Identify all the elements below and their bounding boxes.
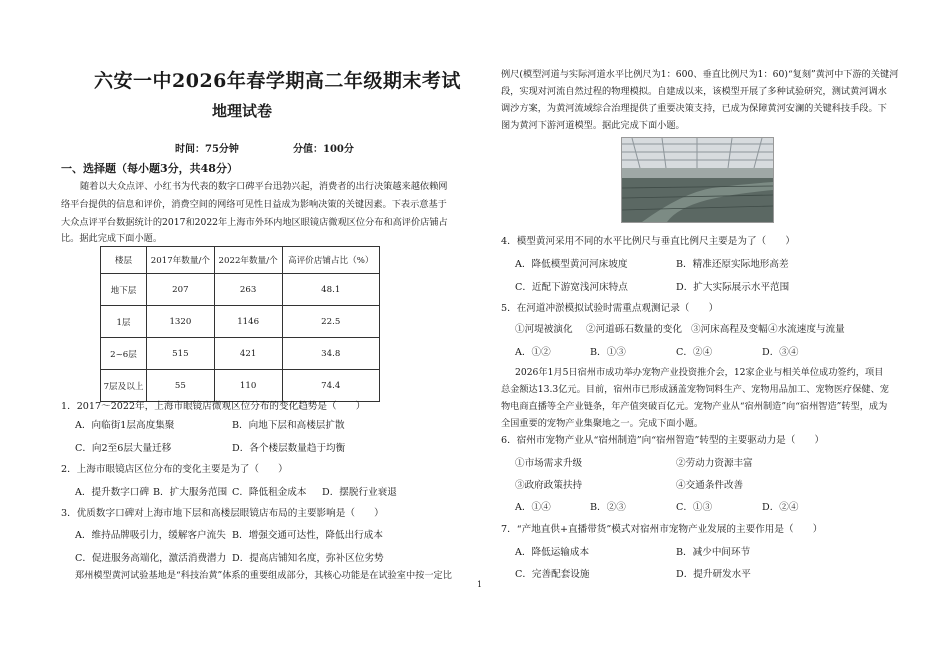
river-model-illustration — [622, 138, 773, 222]
q7-option-d: D．提升研发水平 — [676, 569, 751, 580]
passage1-line: 随着以大众点评、小红书为代表的数字口碑平台迅勃兴起，消费者的出行决策越来越依赖网 — [80, 181, 448, 192]
question-5-stem: 5．在河道冲淤模拟试验时需重点观测记录（ ） — [501, 303, 719, 314]
table-row — [101, 306, 380, 338]
q5-item-4: ④水流速度与流量 — [768, 324, 845, 335]
q5-option-b: B．①③ — [590, 347, 626, 358]
q2-option-c: C．降低租金成本 — [232, 487, 307, 498]
q1-option-c: C．向2至6层大量迁移 — [75, 443, 172, 454]
q7-option-b: B．减少中间环节 — [676, 547, 751, 558]
passage2-line: 例尺(模型河道与实际河道水平比例尺为1：600、垂直比例尺为1：60)“复刻”黄河中下游的关键河 — [501, 69, 899, 80]
passage2-line: 调沙方案，为黄河流域综合治理提供了重要决策支持，已成为保障黄河安澜的关键科技手段。下 — [501, 103, 887, 114]
passage2-line: 段，实现对河流自然过程的物理模拟。自建成以来，该模型开展了多种试验研究，测试黄河调水 — [501, 86, 887, 97]
q5-item-1: ①河堤被演化 — [515, 324, 573, 335]
q3-option-c: C．促进服务高端化，激活消费潜力 — [75, 553, 227, 564]
question-7-stem: 7．“产地直供+直播带货”模式对宿州市宠物产业发展的主要作用是（ ） — [501, 524, 823, 535]
passage1-line: 络平台提供的信息和评价，消费空间的网络可见性日益成为影响决策的关键因素。下表示意基于 — [61, 199, 447, 210]
table-cell: 515 — [147, 338, 215, 370]
river-model-photo — [621, 137, 774, 223]
question-6-stem: 6．宿州市宠物产业从“宿州制造”向“宿州智造”转型的主要驱动力是（ ） — [501, 435, 825, 446]
table-header-cell: 2017年数量/个 — [147, 247, 215, 274]
q6-option-b: B．②③ — [590, 502, 626, 513]
table-row — [101, 338, 380, 370]
table-header-row — [101, 247, 380, 274]
q4-option-d: D．扩大实际展示水平范围 — [676, 282, 790, 293]
q4-option-a: A．降低模型黄河河床坡度 — [515, 259, 628, 270]
q3-option-d: D．提高店铺知名度，弥补区位劣势 — [232, 553, 384, 564]
table-cell: 1层 — [101, 306, 147, 338]
q6-item-2: ②劳动力资源丰富 — [676, 458, 753, 469]
table-cell: 地下层 — [101, 274, 147, 306]
table-row — [101, 370, 380, 402]
q2-option-a: A．提升数字口碑 — [75, 487, 150, 498]
table-cell: 34.8 — [282, 338, 380, 370]
q6-item-4: ④交通条件改善 — [676, 480, 744, 491]
q5-item-3: ③河床高程及变幅 — [691, 324, 768, 335]
q2-option-d: D．摆脱行业衰退 — [322, 487, 397, 498]
table-cell: 421 — [214, 338, 282, 370]
q5-item-2: ②河道砾石数量的变化 — [586, 324, 682, 335]
q6-item-3: ③政府政策扶持 — [515, 480, 583, 491]
q1-option-d: D．各个楼层数量趋于均衡 — [232, 443, 346, 454]
passage3-line: 物电商直播等全产业链条，年产值突破百亿元。宠物产业从“宿州制造”向“宿州智造”转型，成为 — [501, 401, 888, 412]
table-header-cell: 2022年数量/个 — [214, 247, 282, 274]
table-header-cell: 高评价店铺占比（%） — [282, 247, 380, 274]
table-cell: 207 — [147, 274, 215, 306]
passage3-line: 2026年1月5日宿州市成功举办宠物产业投资推介会，12家企业与相关单位成功签约，项目 — [515, 367, 884, 378]
passage3-line: 全国重要的宠物产业集聚地之一。完成下面小题。 — [501, 418, 704, 429]
exam-time: 时间：75分钟 — [175, 144, 239, 155]
exam-score: 分值：100分 — [293, 144, 354, 155]
exam-subtitle: 地理试卷 — [212, 102, 273, 120]
q2-option-b: B．扩大服务范围 — [153, 487, 228, 498]
question-3-stem: 3．优质数字口碑对上海市地下层和高楼层眼镜店布局的主要影响是（ ） — [61, 508, 384, 519]
q3-option-a: A．维持品牌吸引力，缓解客户流失 — [75, 530, 226, 541]
q1-option-b: B．向地下层和高楼层扩散 — [232, 420, 345, 431]
q5-option-c: C．②④ — [676, 347, 713, 358]
q6-option-a: A．①④ — [515, 502, 551, 513]
q1-option-a: A．向临街1层高度集聚 — [75, 420, 175, 431]
q7-option-c: C．完善配套设施 — [515, 569, 590, 580]
section-heading: 一、选择题（每小题3分，共48分） — [61, 162, 238, 175]
passage1-line: 比。据此完成下面小题。 — [61, 233, 163, 244]
table-cell: 74.4 — [282, 370, 380, 402]
q6-item-1: ①市场需求升级 — [515, 458, 583, 469]
q6-option-d: D．②④ — [762, 502, 799, 513]
table-cell: 48.1 — [282, 274, 380, 306]
table-row — [101, 274, 380, 306]
table-cell: 263 — [214, 274, 282, 306]
question-2-stem: 2．上海市眼镜店区位分布的变化主要是为了（ ） — [61, 464, 288, 475]
passage2-line: 图为黄河下游河道模型。据此完成下面小题。 — [501, 120, 685, 131]
q4-option-b: B．精准还原实际地形高差 — [676, 259, 789, 270]
table-cell: 7层及以上 — [101, 370, 147, 402]
passage1-line: 大众点评平台数据统计的2017和2022年上海市外环内地区眼镜店微观区位分布和高评价店铺占 — [61, 217, 448, 228]
table-header-cell: 楼层 — [101, 247, 147, 274]
passage2-first-line: 郑州模型黄河试验基地是“科技治黄”体系的重要组成部分，其核心功能是在试验室中按一定比 — [75, 570, 452, 581]
q4-option-c: C．近配下游宽浅河床特点 — [515, 282, 628, 293]
question-4-stem: 4．模型黄河采用不同的水平比例尺与垂直比例尺主要是为了（ ） — [501, 236, 795, 247]
q7-option-a: A．降低运输成本 — [515, 547, 590, 558]
page-number: 1 — [477, 580, 483, 589]
passage3-line: 总金额达13.3亿元。目前，宿州市已形成涵盖宠物饲料生产、宠物用品加工、宠物医疗保健、宠 — [501, 384, 889, 395]
exam-title: 六安一中2026年春学期高二年级期末考试 — [94, 70, 461, 92]
q5-option-d: D．③④ — [762, 347, 799, 358]
table-cell: 2~6层 — [101, 338, 147, 370]
data-table — [100, 246, 380, 402]
question-1-stem: 1．2017～2022年，上海市眼镜店微观区位分布的变化趋势是（ ） — [61, 401, 366, 412]
table-cell: 55 — [147, 370, 215, 402]
table-cell: 1320 — [147, 306, 215, 338]
table-cell: 22.5 — [282, 306, 380, 338]
q3-option-b: B．增强交通可达性，降低出行成本 — [232, 530, 383, 541]
q6-option-c: C．①③ — [676, 502, 713, 513]
table-cell: 1146 — [214, 306, 282, 338]
table-cell: 110 — [214, 370, 282, 402]
q5-option-a: A．①② — [515, 347, 551, 358]
